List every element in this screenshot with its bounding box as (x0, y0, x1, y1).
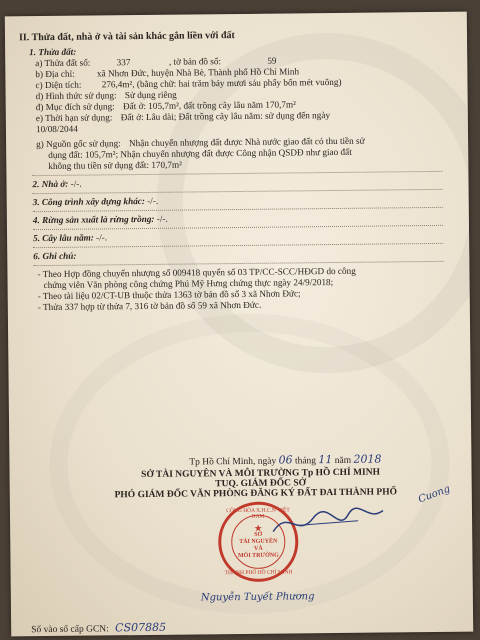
seal-ring-bottom: THÀNH PHỐ HỒ CHÍ MINH (224, 569, 293, 577)
seal-text-3: VÀ (253, 545, 263, 552)
parcel-label: a) Thửa đất số: (35, 57, 91, 69)
seal-text-2: TÀI NGUYÊN (239, 538, 278, 545)
map-number: 59 (267, 55, 277, 66)
certificate-content (19, 28, 462, 314)
note-line-2: chứng viên Văn phòng công chứng Phú Mỹ Hưng chứng thực ngày 24/9/2018; (43, 277, 334, 291)
origin-value-3: không thu tiền sử dụng đất: 170,7m² (48, 159, 182, 171)
note-line-4: - Thửa 337 hợp từ thửa 7, 316 tờ bản đồ số 59 xã Nhơn Đức. (37, 299, 262, 313)
origin-label: g) Nguồn gốc sử dụng: (36, 138, 121, 150)
area-value: 276,4m², (bằng chữ: hai trăm bảy mươi sáu phẩy bốn mét vuông) (101, 76, 342, 90)
purpose-value: Đất ở: 105,7m², đất trồng cây lâu năm 170,7m² (122, 99, 296, 112)
term-value: Đất ở: Lâu dài; Đất trồng cây lâu năm: sử dụng đến ngày (120, 110, 331, 123)
house-label: 2. Nhà ở: (32, 178, 69, 190)
area-label: c) Diện tích: (35, 79, 82, 91)
date-month: 11 (318, 453, 333, 467)
side-initial-text: Cuong (416, 483, 452, 506)
usage-form-label: d) Hình thức sử dụng: (35, 90, 117, 102)
term-date-value: 10/08/2044 (35, 123, 78, 135)
perennial-label: 5. Cây lâu năm: (33, 232, 94, 244)
date-month-label: tháng (294, 456, 317, 467)
date-place: Tp Hồ Chí Minh, ngày (189, 456, 277, 468)
serial-label: Số vào sổ cấp GCN: (31, 624, 109, 636)
note-line-1: - Theo Hợp đồng chuyển nhượng số 009418 quyển số 03 TP/CC-SCC/HĐGD do công (37, 265, 356, 280)
position-line: PHÓ GIÁM ĐỐC VĂN PHÒNG ĐĂNG KÝ ĐẤT ĐAI THÀNH PHỐ (114, 487, 398, 501)
parcel-number: 337 (116, 57, 131, 68)
note-line-3: - Theo tài liệu 02/CT-UB thuộc thửa 1363 tờ bản đồ số 3 xã Nhơn Đức; (37, 288, 301, 302)
address-value: xã Nhơn Đức, huyện Nhà Bè, Thành phố Hồ Chí Minh (96, 66, 300, 79)
construction-label: 3. Công trình xây dựng khác: (32, 195, 145, 208)
signature-scribble (268, 502, 388, 543)
date-day: 06 (278, 453, 293, 467)
construction-value: -/-. (147, 195, 159, 206)
seal-text-1: SỞ (254, 531, 263, 538)
forest-label: 4. Rừng sản xuất là rừng trồng: (32, 213, 155, 226)
address-label: b) Địa chỉ: (35, 68, 75, 80)
signer-name: Nguyễn Tuyết Phương (200, 591, 315, 604)
term-label: e) Thời hạn sử dụng: (35, 112, 113, 124)
origin-value-1: Nhận chuyển nhượng đất được Nhà nước giao đất có thu tiền sử (128, 135, 365, 149)
date-year-label: năm (334, 455, 352, 467)
org-name: SỞ TÀI NGUYÊN VÀ MÔI TRƯỜNG Tp HỒ CHÍ MINH (141, 467, 381, 481)
land-heading: 1. Thửa đất: (29, 46, 77, 58)
tuq-line: TUQ. GIÁM ĐỐC SỞ (215, 478, 307, 490)
seal-ring-top: CỘNG HÒA X.H.C.N VIỆT NAM (226, 507, 290, 520)
perennial-value: -/-. (96, 232, 108, 243)
section-title: II. Thửa đất, nhà ở và tài sản khác gắn liền với đất (18, 30, 235, 44)
serial-number-row (31, 621, 166, 635)
forest-value: -/-. (156, 213, 168, 224)
certificate-page (5, 12, 473, 637)
map-label: , tờ bản đồ số: (168, 56, 222, 67)
house-value: -/-. (70, 178, 82, 189)
notes-heading: 6. Ghi chú: (33, 250, 77, 262)
origin-value-2: dụng đất: 105,7m²; Nhận chuyển nhượng đất được Công nhận QSDĐ như giao đất (48, 146, 352, 160)
date-year: 2018 (353, 452, 382, 466)
signature-date (99, 452, 471, 469)
seal-text-4: MÔI TRƯỜNG (237, 552, 279, 559)
star-icon: ★ (254, 523, 262, 533)
purpose-label: đ) Mục đích sử dụng: (35, 101, 115, 113)
side-initial-mark (418, 484, 474, 515)
usage-form-value: Sử dụng riêng (124, 89, 177, 101)
serial-value: CS07885 (115, 620, 167, 635)
signature-block (9, 452, 471, 502)
